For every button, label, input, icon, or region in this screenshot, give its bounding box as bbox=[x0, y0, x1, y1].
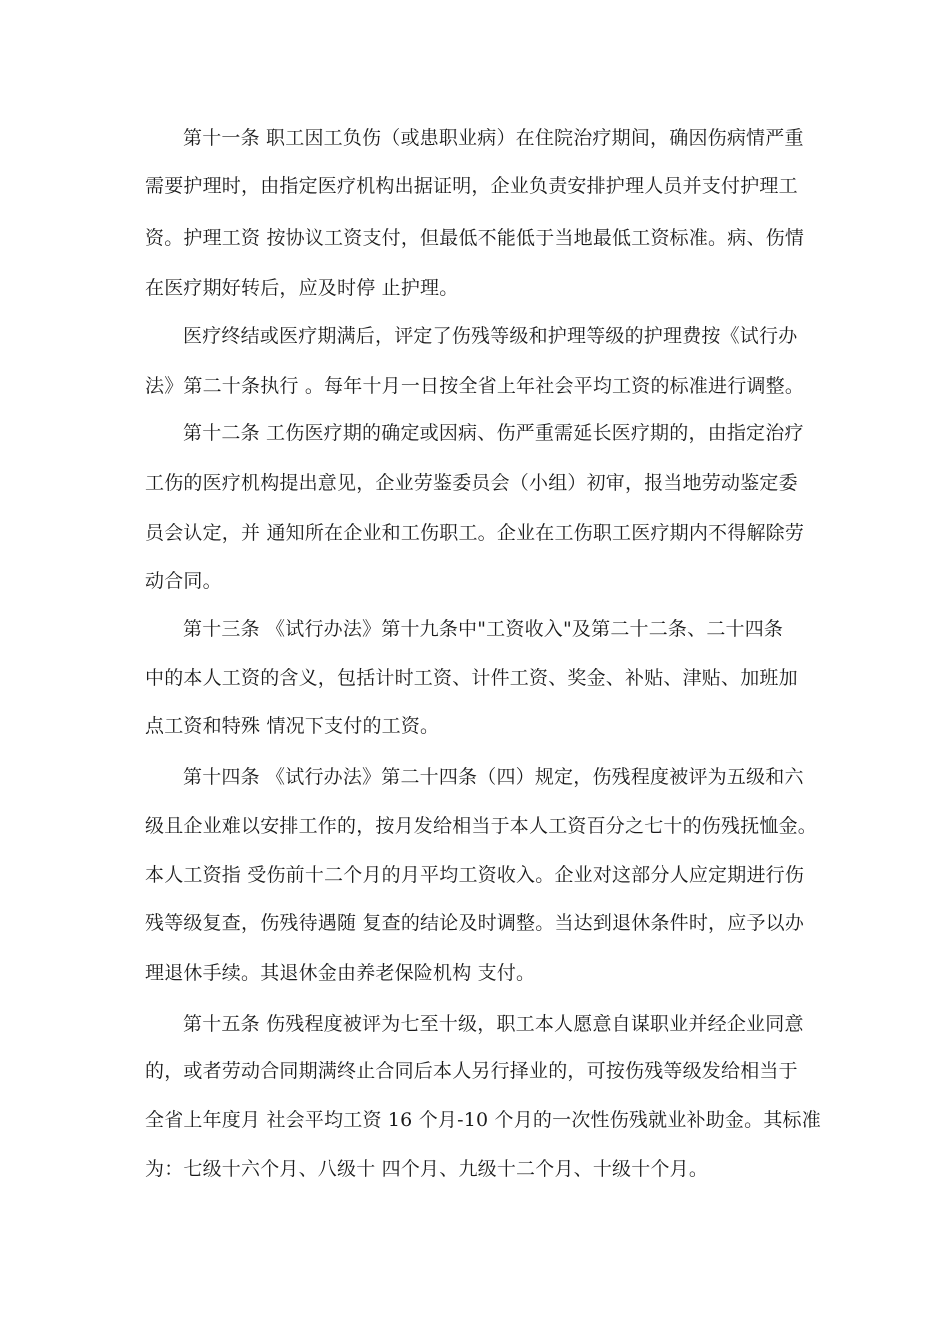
article-15-line-2: 的，或者劳动合同期满终止合同后本人另行择业的，可按伤残等级发给相当于 bbox=[145, 1060, 798, 1082]
article-11-line-4: 在医疗期好转后，应及时停 止护理。 bbox=[145, 277, 459, 299]
article-12-line-1: 第十二条 工伤医疗期的确定或因病、伤严重需延长医疗期的，由指定治疗 bbox=[183, 422, 804, 444]
article-11-line-2: 需要护理时，由指定医疗机构出据证明，企业负责安排护理人员并支付护理工 bbox=[145, 175, 798, 197]
article-15-line-4: 为：七级十六个月、八级十 四个月、九级十二个月、十级十个月。 bbox=[145, 1158, 709, 1180]
article-13-line-1: 第十三条 《试行办法》第十九条中"工资收入"及第二十二条、二十四条 bbox=[183, 618, 784, 640]
article-14-line-5: 理退休手续。其退休金由养老保险机构 支付。 bbox=[145, 962, 536, 984]
article-14-line-4: 残等级复查，伤残待遇随 复查的结论及时调整。当达到退休条件时，应予以办 bbox=[145, 912, 805, 934]
article-14-line-1: 第十四条 《试行办法》第二十四条（四）规定，伤残程度被评为五级和六 bbox=[183, 766, 804, 788]
article-13-line-3: 点工资和特殊 情况下支付的工资。 bbox=[145, 715, 440, 737]
article-11-line-1: 第十一条 职工因工负伤（或患职业病）在住院治疗期间，确因伤病情严重 bbox=[183, 127, 804, 149]
article-13-line-2: 中的本人工资的含义，包括计时工资、计件工资、奖金、补贴、津贴、加班加 bbox=[145, 667, 798, 689]
article-12-line-2: 工伤的医疗机构提出意见，企业劳鉴委员会（小组）初审，报当地劳动鉴定委 bbox=[145, 472, 798, 494]
article-15-line-1: 第十五条 伤残程度被评为七至十级，职工本人愿意自谋职业并经企业同意 bbox=[183, 1013, 804, 1035]
article-11-para2-line-1: 医疗终结或医疗期满后，评定了伤残等级和护理等级的护理费按《试行办 bbox=[183, 325, 798, 347]
article-14-line-2: 级且企业难以安排工作的，按月发给相当于本人工资百分之七十的伤残抚恤金。 bbox=[145, 815, 818, 837]
article-11-line-3: 资。护理工资 按协议工资支付，但最低不能低于当地最低工资标准。病、伤情 bbox=[145, 227, 805, 249]
article-12-line-3: 员会认定，并 通知所在企业和工伤职工。企业在工伤职工医疗期内不得解除劳 bbox=[145, 522, 805, 544]
article-12-line-4: 动合同。 bbox=[145, 570, 222, 592]
article-11-para2-line-2: 法》第二十条执行 。每年十月一日按全省上年社会平均工资的标准进行调整。 bbox=[145, 375, 805, 397]
article-14-line-3: 本人工资指 受伤前十二个月的月平均工资收入。企业对这部分人应定期进行伤 bbox=[145, 864, 805, 886]
article-15-line-3: 全省上年度月 社会平均工资 16 个月-10 个月的一次性伤残就业补助金。其标准 bbox=[145, 1109, 821, 1131]
